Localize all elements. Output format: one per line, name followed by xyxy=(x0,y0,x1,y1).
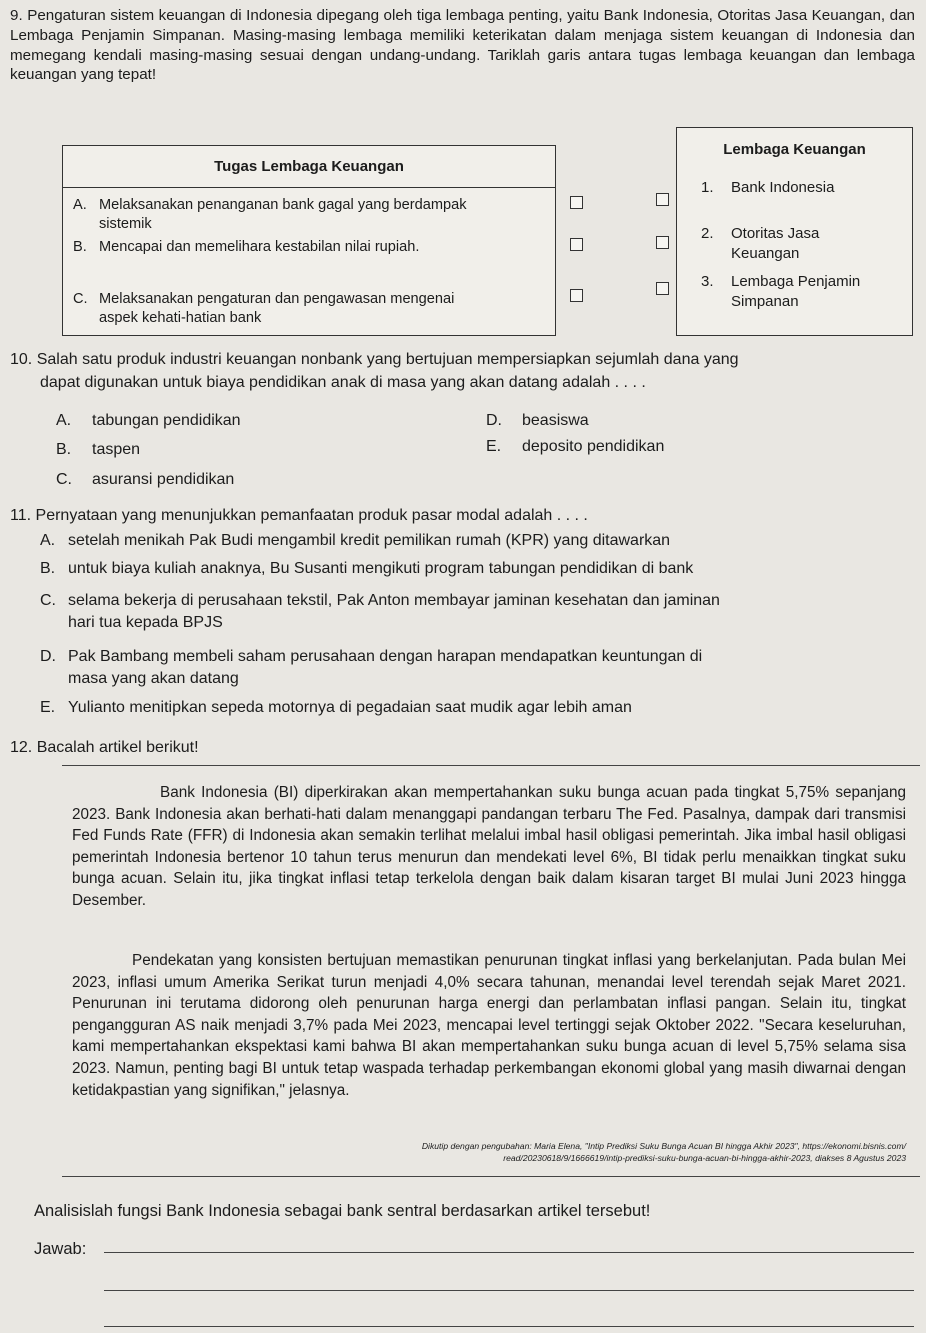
option-label: C. xyxy=(56,471,72,488)
option-text-cont: masa yang akan datang xyxy=(68,670,239,687)
question-11 xyxy=(10,505,915,527)
question-12-number: 12. xyxy=(10,739,33,756)
option-label: C. xyxy=(40,592,56,609)
question-10-text-cont: dapat digunakan untuk biaya pendidikan anak di masa yang akan datang adalah . . . . xyxy=(40,374,646,391)
task-text-cont: sistemik xyxy=(99,216,152,232)
task-row-c xyxy=(73,290,551,328)
option-text: tabungan pendidikan xyxy=(92,412,241,429)
question-10 xyxy=(10,349,915,371)
task-text: Melaksanakan penanganan bank gagal yang berdampak xyxy=(99,197,467,213)
institution-name-line1: Otoritas Jasa xyxy=(731,225,820,242)
institution-item-2 xyxy=(701,224,901,264)
option-text: Pak Bambang membeli saham perusahaan dengan harapan mendapatkan keuntungan di xyxy=(68,648,703,665)
answer-line-1[interactable] xyxy=(104,1252,914,1253)
question-9-text: Pengaturan sistem keuangan di Indonesia dipegang oleh tiga lembaga penting, yaitu Bank Indonesia, Otoritas Jasa Keuangan, dan Lembaga Penjamin Simpanan. Masing-masing lembaga memiliki keterikatan dalam menjaga sistem keuangan di Indonesia dan memegang kendali masing-masing sesuai dengan undang-undang. Tariklah garis antara tugas lembaga keuangan dan lembaga keuangan yang tepat! xyxy=(10,7,915,84)
task-label: A. xyxy=(73,197,87,213)
citation-line-1: Dikutip dengan pengubahan: Maria Elena, "Intip Prediksi Suku Bunga Acuan BI hingga Akhir 2023", https://ekonomi.bisnis.com/ xyxy=(421,1141,906,1151)
q10-option-d[interactable] xyxy=(486,410,589,432)
task-row-b xyxy=(73,238,551,257)
institution-name xyxy=(731,224,891,264)
match-box-left-c[interactable] xyxy=(570,289,583,302)
institution-number: 1. xyxy=(701,179,714,196)
institution-name-line1: Lembaga Penjamin xyxy=(731,273,861,290)
institution-item-3 xyxy=(701,272,901,312)
task-table-header: Tugas Lembaga Keuangan xyxy=(63,146,555,188)
match-box-right-3[interactable] xyxy=(656,282,669,295)
q10-option-a[interactable] xyxy=(56,410,241,432)
option-text: taspen xyxy=(92,441,141,458)
q11-option-e[interactable] xyxy=(40,697,920,719)
institution-name: Bank Indonesia xyxy=(731,179,835,196)
option-text: Yulianto menitipkan sepeda motornya di pegadaian saat mudik agar lebih aman xyxy=(68,699,632,716)
option-label: A. xyxy=(40,532,56,549)
option-label: D. xyxy=(40,648,56,665)
institution-item-1 xyxy=(701,178,901,198)
option-text: deposito pendidikan xyxy=(522,438,665,455)
task-text: Mencapai dan memelihara kestabilan nilai rupiah. xyxy=(99,239,420,255)
option-text: beasiswa xyxy=(522,412,589,429)
institution-name-line2: Keuangan xyxy=(731,245,800,262)
option-text: untuk biaya kuliah anaknya, Bu Susanti mengikuti program tabungan pendidikan di bank xyxy=(68,560,694,577)
option-label: E. xyxy=(40,699,56,716)
article-box xyxy=(62,765,920,1177)
question-11-text: Pernyataan yang menunjukkan pemanfaatan produk pasar modal adalah . . . . xyxy=(35,507,588,524)
option-label: E. xyxy=(486,438,502,455)
option-text-cont: hari tua kepada BPJS xyxy=(68,614,223,631)
answer-label: Jawab: xyxy=(34,1240,87,1258)
question-9-number: 9. xyxy=(10,7,23,24)
q10-option-c[interactable] xyxy=(56,469,234,491)
question-12-text: Bacalah artikel berikut! xyxy=(36,739,199,756)
question-11-number: 11. xyxy=(10,507,32,524)
task-table xyxy=(62,145,556,336)
question-9 xyxy=(10,6,915,85)
institution-table-header: Lembaga Keuangan xyxy=(723,141,866,158)
q10-option-e[interactable] xyxy=(486,436,664,458)
task-label: B. xyxy=(73,239,87,255)
option-label: D. xyxy=(486,412,502,429)
match-box-right-2[interactable] xyxy=(656,236,669,249)
q11-option-b[interactable] xyxy=(40,558,920,580)
q11-option-d[interactable] xyxy=(40,646,920,690)
question-10-number: 10. xyxy=(10,351,33,368)
question-12-instruction: Analisislah fungsi Bank Indonesia sebagai bank sentral berdasarkan artikel tersebut! xyxy=(34,1202,651,1220)
match-box-left-a[interactable] xyxy=(570,196,583,209)
article-paragraph-2: Pendekatan yang konsisten bertujuan memastikan penurunan tingkat inflasi yang berkelanjutan. Pada bulan Mei 2023, inflasi umum Amerika Serikat turun menjadi 4,0% secara tahunan, menandai level terendah sejak Maret 2021. Penurunan ini terutama didorong oleh penurunan harga energi dan perlambatan inflasi pangan. Selain itu, tingkat pengangguran AS naik menjadi 3,7% pada Mei 2023, mencapai level tertinggi sejak Oktober 2022. "Secara keseluruhan, kami mempertahankan ekspektasi kami bahwa BI akan mempertahankan suku bunga acuan di level 5,75% selama sisa 2023. Namun, penting bagi BI untuk tetap waspada terhadap perkembangan ekonomi global yang masih diwarnai dengan ketidakpastian yang signifikan," jelasnya. xyxy=(72,952,906,1099)
option-text: selama bekerja di perusahaan tekstil, Pak Anton membayar jaminan kesehatan dan jaminan xyxy=(68,592,720,609)
option-label: B. xyxy=(40,560,56,577)
task-text-cont: aspek kehati-hatian bank xyxy=(99,310,262,326)
article-citation xyxy=(76,1140,906,1164)
task-row-a xyxy=(73,196,551,234)
task-label: C. xyxy=(73,291,88,307)
q11-option-c[interactable] xyxy=(40,590,920,634)
option-text: setelah menikah Pak Budi mengambil kredit pemilikan rumah (KPR) yang ditawarkan xyxy=(68,532,671,549)
option-text: asuransi pendidikan xyxy=(92,471,235,488)
match-box-left-b[interactable] xyxy=(570,238,583,251)
q11-option-a[interactable] xyxy=(40,530,920,552)
answer-line-3[interactable] xyxy=(104,1326,914,1327)
institution-name-line2: Simpanan xyxy=(731,293,799,310)
citation-line-2: read/20230618/9/1666619/intip-prediksi-suku-bunga-acuan-bi-hingga-akhir-2023, diakses 8 Agustus 2023 xyxy=(503,1153,906,1163)
institution-number: 3. xyxy=(701,273,714,290)
task-text: Melaksanakan pengaturan dan pengawasan mengenai xyxy=(99,291,455,307)
option-label: B. xyxy=(56,441,72,458)
answer-line-2[interactable] xyxy=(104,1290,914,1291)
option-label: A. xyxy=(56,412,72,429)
q10-option-b[interactable] xyxy=(56,439,140,461)
article-paragraph-1: Bank Indonesia (BI) diperkirakan akan mempertahankan suku bunga acuan pada tingkat 5,75% sepanjang 2023. Bank Indonesia akan berhati-hati dalam menanggapi pandangan terbaru The Fed. Pasalnya, dampak dari transmisi Fed Funds Rate (FFR) di Indonesia akan semakin terlihat melalui imbal hasil obligasi pemerintah. Jika imbal hasil obligasi pemerintah Indonesia bertenor 10 tahun terus menurun dan mendekati level 6%, BI tidak perlu menaikkan tingkat suku bunga acuan. Selain itu, jika tingkat inflasi tetap terkelola dengan baik dalam kisaran target BI mulai Juni 2023 hingga Desember. xyxy=(72,784,906,909)
institution-table xyxy=(676,127,913,336)
match-box-right-1[interactable] xyxy=(656,193,669,206)
question-12 xyxy=(10,737,915,759)
question-10-text: Salah satu produk industri keuangan nonbank yang bertujuan mempersiapkan sejumlah dana yang xyxy=(36,351,739,368)
institution-number: 2. xyxy=(701,225,714,242)
institution-name xyxy=(731,272,891,312)
